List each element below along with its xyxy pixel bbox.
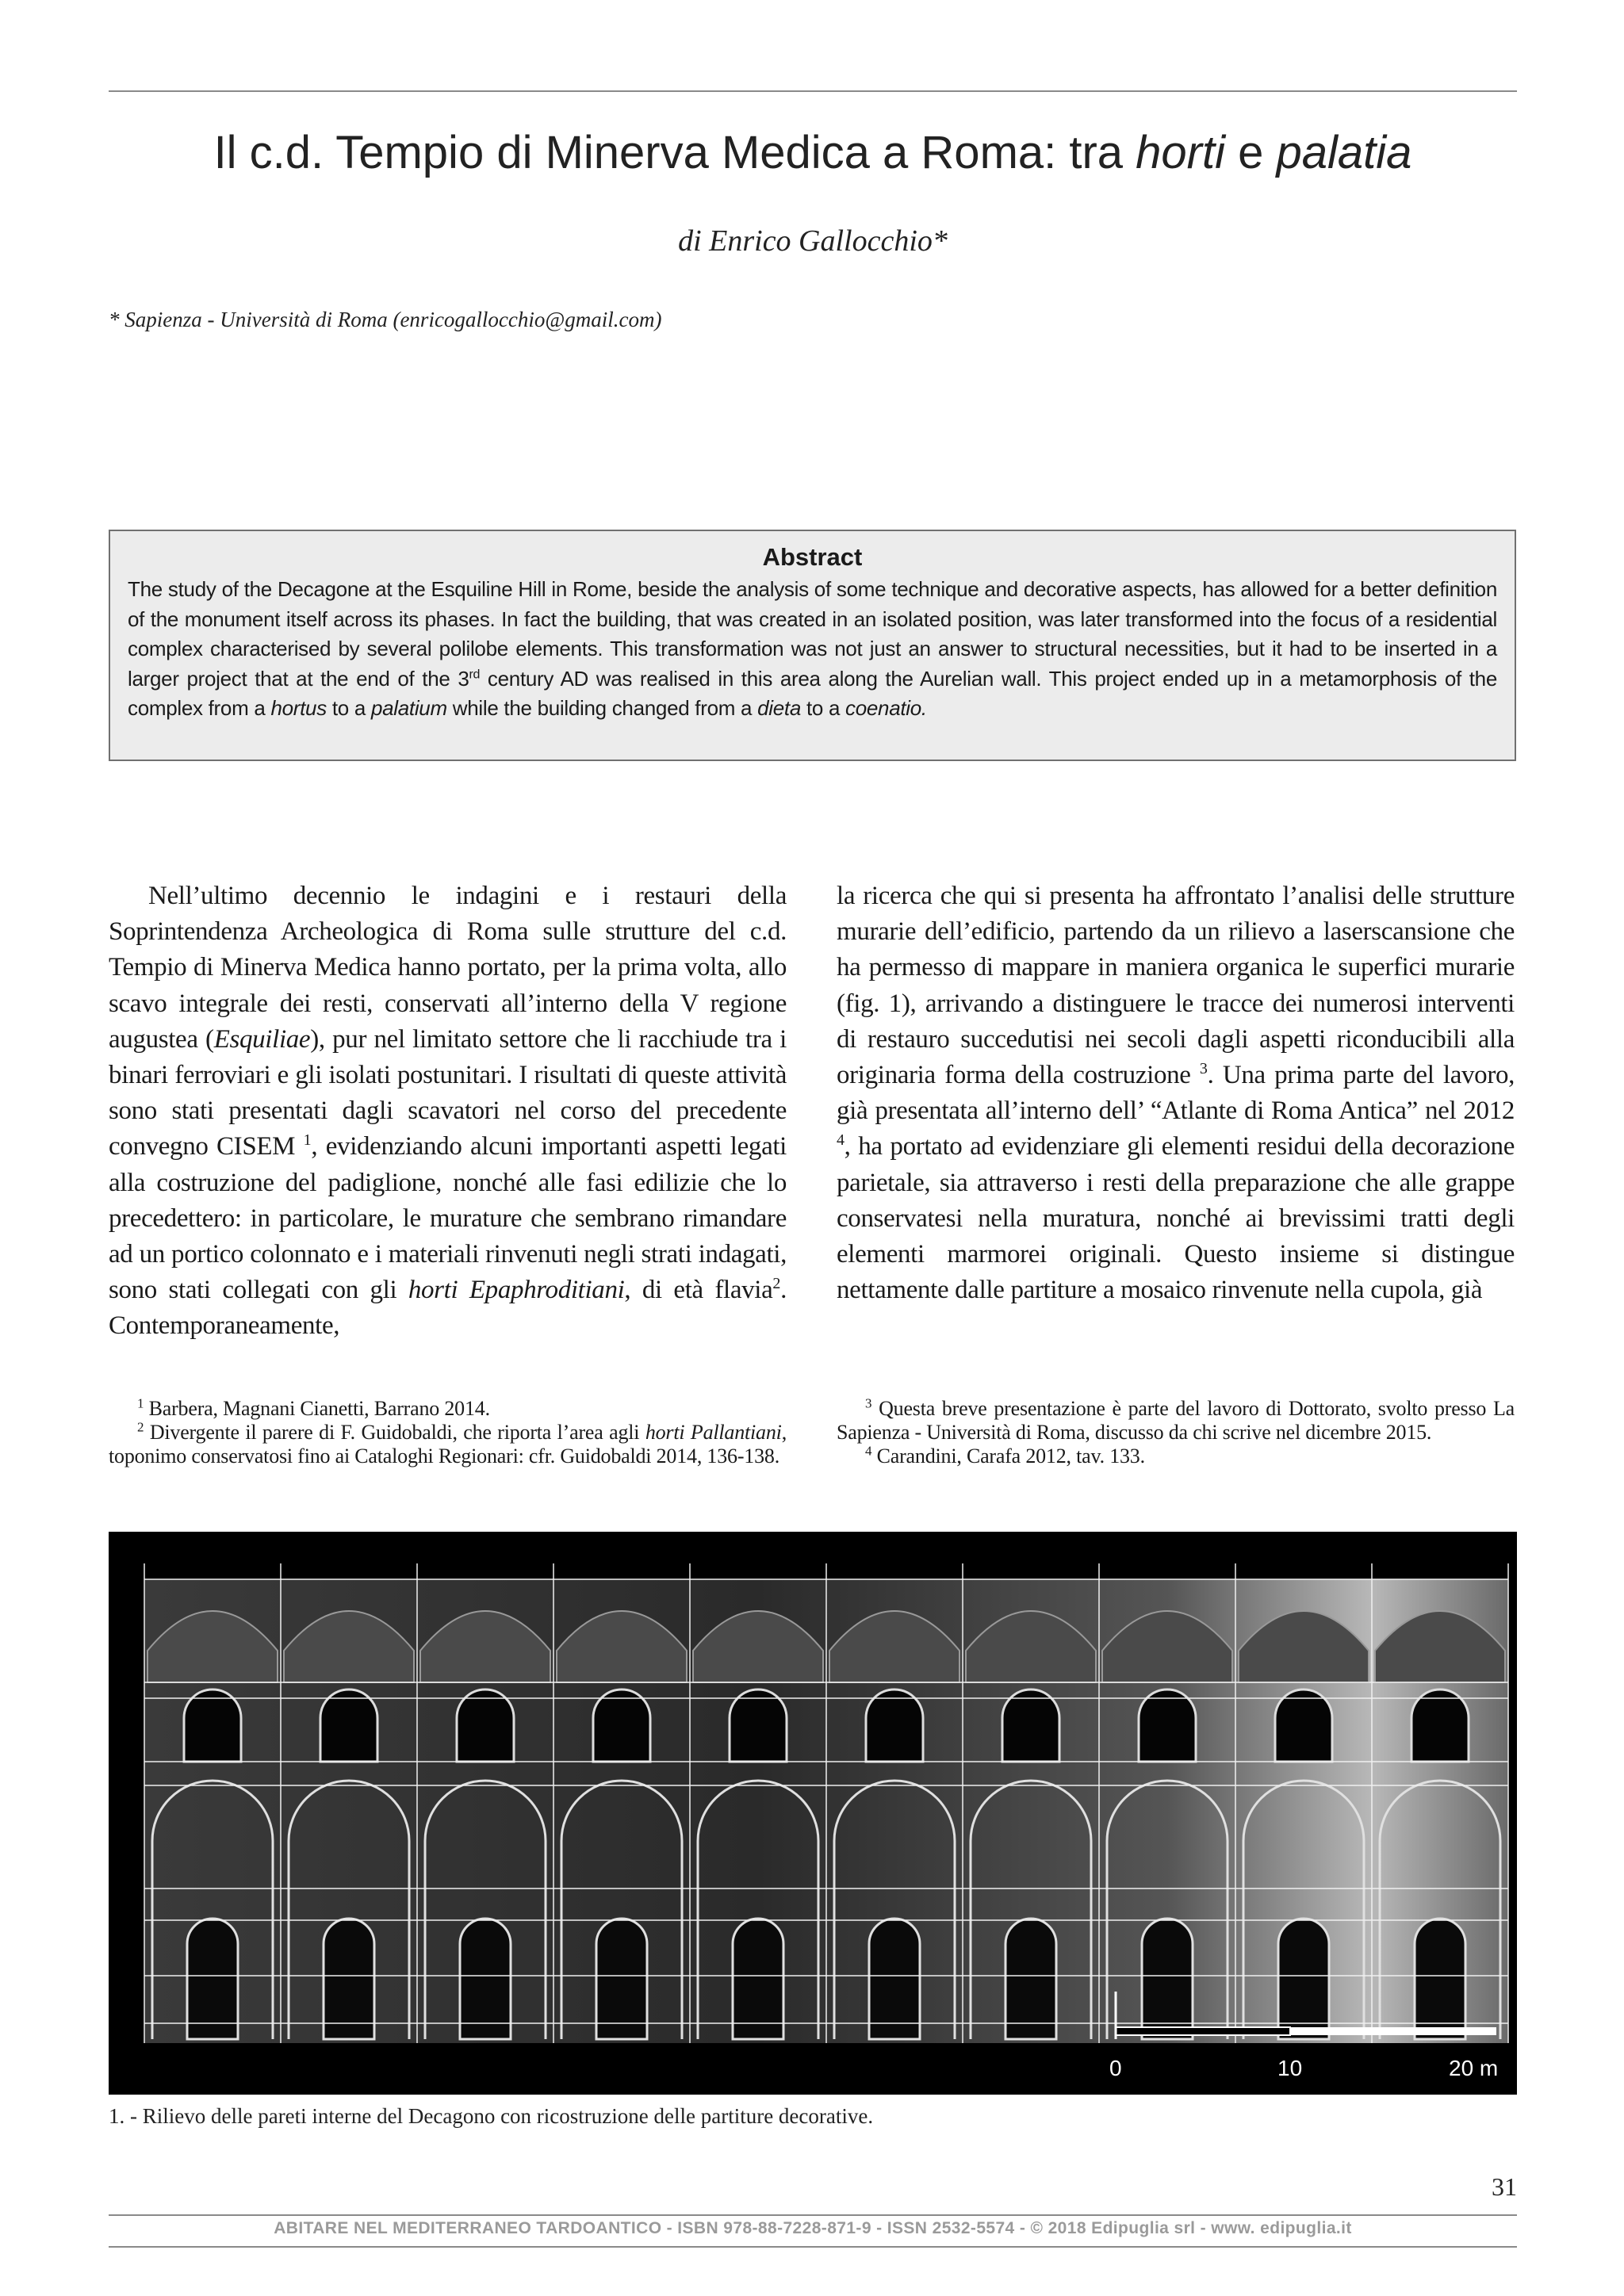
body-italic: horti Epaphroditiani: [408, 1276, 625, 1305]
scale-bar-black: [1116, 2027, 1290, 2035]
body-paragraph: [109, 878, 787, 1345]
footnote-text: Barbera, Magnani Cianetti, Barrano 2014.: [144, 1397, 490, 1420]
footer-rule-bottom: [109, 2246, 1517, 2248]
footnote-text: Carandini, Carafa 2012, tav. 133.: [871, 1445, 1145, 1468]
footnote-text: Questa breve presentazione è parte del lavoro di Dottorato, svolto presso La Sapienza - Università di Roma, discusso da chi scrive nel dicembre 2015.: [837, 1397, 1515, 1444]
author-affiliation: * Sapienza - Università di Roma (enricogallocchio@gmail.com): [109, 308, 662, 331]
footnote-ref-4[interactable]: 4: [837, 1131, 845, 1150]
upper-window: [457, 1689, 514, 1762]
footnote-italic: horti Pallantiani: [645, 1421, 782, 1444]
footnote-2: [109, 1421, 787, 1468]
header-rule: [109, 90, 1517, 92]
footnote-ref-1[interactable]: 1: [303, 1131, 312, 1150]
body-column-left: [109, 878, 787, 1345]
abstract-italic-term: coenatio.: [845, 696, 927, 720]
body-text: , di età flavia: [624, 1276, 773, 1305]
footnote-3: [837, 1397, 1515, 1445]
body-text: Nell’ultimo decennio le indagini e i restauri della Soprintendenza Archeologica di Roma sulle strutture del c.d. Tempio di Minerva Medica hanno portato, per la prima volta, allo scavo integrale dei resti, conservati all’interno della V regione augustea (: [109, 882, 787, 1054]
footer-imprint: ABITARE NEL MEDITERRANEO TARDOANTICO - ISBN 978-88-7228-871-9 - ISSN 2532-5574 - © 2018 Edipuglia srl - www. edipuglia.it: [274, 2219, 1352, 2237]
body-text: . Una prima parte del lavoro, già presentata all’interno dell’ “Atlante di Roma Antica” nel 2012: [837, 1061, 1515, 1126]
body-column-right: [837, 878, 1515, 1308]
scale-label-0: 0: [1109, 2056, 1122, 2080]
body-italic: Esquiliae: [213, 1024, 311, 1054]
upper-window: [730, 1689, 787, 1762]
lower-doorway: [596, 1919, 647, 2039]
upper-window: [866, 1689, 923, 1762]
body-text: . Contemporaneamente,: [109, 1276, 787, 1341]
abstract-text-part: to a: [326, 696, 371, 720]
lower-doorway: [1005, 1919, 1056, 2039]
lower-doorway: [1415, 1919, 1465, 2039]
author-line: di Enrico Gallocchio*: [678, 224, 948, 258]
lower-doorway: [460, 1919, 511, 2039]
abstract-text: [128, 575, 1497, 724]
footnote-number: 3: [865, 1395, 872, 1411]
title-text: Il c.d. Tempio di Minerva Medica a Roma: tra: [213, 127, 1136, 178]
abstract-italic-term: palatium: [370, 696, 447, 720]
figure-caption: 1. - Rilievo delle pareti interne del Decagono con ricostruzione delle partiture decorative.: [109, 2104, 874, 2128]
body-paragraph: [837, 878, 1515, 1308]
scale-label-20m: 20 m: [1449, 2056, 1499, 2080]
footnote-1: [109, 1397, 787, 1421]
footnote-text: Divergente il parere di F. Guidobaldi, che riporta l’area agli: [144, 1421, 645, 1444]
upper-window: [1002, 1689, 1059, 1762]
lower-doorway: [869, 1919, 920, 2039]
abstract-box: [109, 530, 1516, 761]
abstract-text-part: The study of the Decagone at the Esquiline Hill in Rome, beside the analysis of some technique and decorative aspects, has allowed for a better definition of the monument itself across its phases. In fact the building, that was created in an isolated position, was later transformed into the focus of a residential complex characterised by several polilobe elements. This transformation was not just an answer to structural necessities, but it had to be inserted in a larger project that at the end of the 3: [128, 577, 1497, 691]
abstract-italic-term: dieta: [757, 696, 802, 720]
scale-bar-white: [1290, 2027, 1496, 2035]
lower-doorway: [187, 1919, 238, 2039]
lower-doorway: [324, 1919, 374, 2039]
footnotes-left: [109, 1397, 787, 1468]
footnote-ref-3[interactable]: 3: [1199, 1060, 1208, 1078]
title-text-mid: e: [1225, 127, 1277, 178]
upper-window: [1139, 1689, 1196, 1762]
scale-label-10: 10: [1277, 2056, 1303, 2080]
body-text: la ricerca che qui si presenta ha affrontato l’analisi delle strutture murarie dell’edificio, partendo da un rilievo a laserscansione che ha permesso di mappare in maniera organica le superfici murarie (fig. 1), arrivando a distinguere le tracce dei numerosi interventi di restauro succedutisi nei secoli dagli aspetti riconducibili alla originaria forma della costruzione: [837, 882, 1515, 1090]
title-italic-palatia: palatia: [1276, 127, 1412, 178]
page-number: 31: [1492, 2172, 1517, 2201]
upper-window: [184, 1689, 241, 1762]
body-text: , ha portato ad evidenziare gli elementi residui della decorazione parietale, sia attraverso i resti della preparazione che alle grappe conservatesi nella muratura, nonché ai brevissimi tratti degli elementi marmorei originali. Questo insieme si distingue nettamente dalle partiture a mosaico rinvenute nella cupola, già: [837, 1132, 1515, 1305]
lower-doorway: [1278, 1919, 1329, 2039]
wall-elevation-drawing: [109, 1532, 1517, 2095]
footnote-text: , toponimo conservatosi fino ai Cataloghi Regionari: cfr. Guidobaldi 2014, 136-138.: [109, 1421, 787, 1468]
lower-doorway: [733, 1919, 783, 2039]
footnote-number: 1: [137, 1395, 144, 1411]
abstract-text-part: while the building changed from a: [446, 696, 758, 720]
footnote-number: 2: [137, 1419, 144, 1435]
abstract-superscript: rd: [469, 667, 481, 681]
upper-window: [1275, 1689, 1332, 1762]
abstract-text-part: to a: [801, 696, 846, 720]
footnote-4: [837, 1445, 1515, 1468]
abstract-italic-term: hortus: [270, 696, 327, 720]
abstract-text-part: century AD was realised in this area along the Aurelian wall. This project ended up in a metamorphosis of the complex from a: [128, 666, 1497, 720]
article-title: [109, 127, 1517, 180]
upper-window: [320, 1689, 377, 1762]
abstract-heading: Abstract: [762, 543, 863, 571]
body-text: , evidenziando alcuni importanti aspetti legati alla costruzione del padiglione, nonché alle fasi edilizie che lo precedettero: in particolare, le murature che sembrano rimandare ad un portico colonnato e i materiali rinvenuti negli strati indagati, sono stati collegati con gli: [109, 1132, 787, 1305]
body-text: ), pur nel limitato settore che li racchiude tra i binari ferroviari e gli isolati postunitari. I risultati di queste attività sono stati presentati dagli scavatori nel corso del precedente convegno CISEM: [109, 1024, 787, 1161]
footnote-ref-2[interactable]: 2: [772, 1275, 781, 1293]
lower-doorway: [1142, 1919, 1193, 2039]
footer-rule-top: [109, 2214, 1517, 2216]
upper-window: [1411, 1689, 1469, 1762]
footnote-number: 4: [865, 1443, 872, 1459]
footnotes-right: [837, 1397, 1515, 1468]
figure-decagon-survey: [109, 1532, 1517, 2095]
title-italic-horti: horti: [1136, 127, 1225, 178]
upper-window: [593, 1689, 650, 1762]
